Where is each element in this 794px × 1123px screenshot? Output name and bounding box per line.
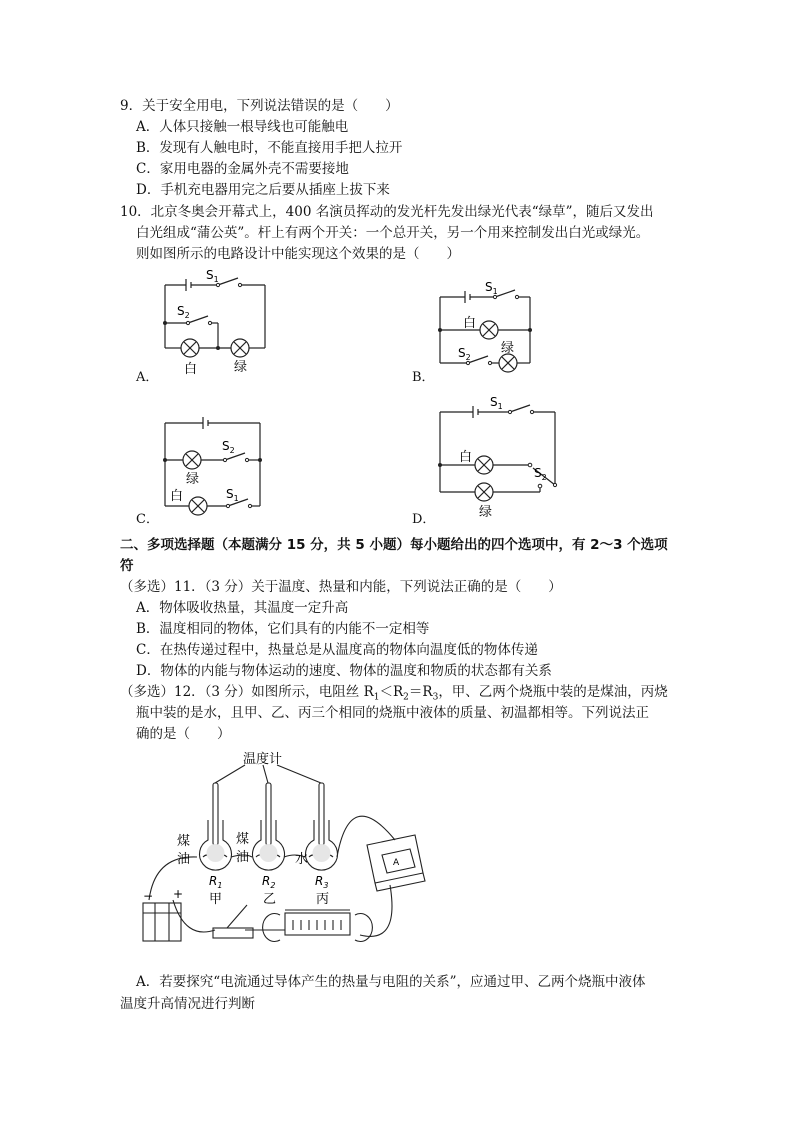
q12-stem-line1: （多选）12．（3 分）如图所示，电阻丝 $R_1<R_2=R_3$，甲、乙两个烧瓶中装的是煤油，丙烧 xyxy=(120,684,668,703)
r3-label: $R_3$ xyxy=(315,874,329,890)
q12-stem-line2: 瓶中装的是水，且甲、乙、丙三个相同的烧瓶中液体的质量、初温都相等。下列说法正 xyxy=(136,705,649,721)
lamp-green-label: 绿 xyxy=(501,341,515,356)
q9-option-b: B．发现有人触电时，不能直接用手把人拉开 xyxy=(136,140,403,156)
q11-option-c: C．在热传递过程中，热量总是从温度高的物体向温度低的物体传递 xyxy=(136,642,538,658)
ammeter-label: A xyxy=(393,858,400,868)
lamp-green-label: 绿 xyxy=(186,472,200,487)
q10-stem-line2: 白光组成“蒲公英”。杆上有两个开关：一个总开关，另一个用来控制发出白光或绿光。 xyxy=(136,225,650,241)
battery-minus-label: − xyxy=(143,889,154,903)
q11-option-a: A．物体吸收热量，其温度一定升高 xyxy=(136,600,349,616)
q12-option-a-line1: A．若要探究“电流通过导体产生的热量与电阻的关系”，应通过甲、乙两个烧瓶中液体 xyxy=(136,974,646,990)
circuit-b-label: B． xyxy=(412,370,435,385)
yi-label: 乙 xyxy=(263,892,277,907)
q11-stem: （多选）11．（3 分）关于温度、热量和内能，下列说法正确的是（ ） xyxy=(120,579,562,595)
switch-s1-label: $S_1$ xyxy=(490,395,503,411)
q12-stem-line3: 确的是（ ） xyxy=(136,726,231,742)
lamp-white-label: 白 xyxy=(170,489,184,504)
q9-stem: 9．关于安全用电，下列说法错误的是（ ） xyxy=(120,98,399,114)
kerosene-label-jia-top: 煤 xyxy=(177,834,191,849)
switch-s1-label: $S_1$ xyxy=(206,268,219,284)
circuit-d xyxy=(425,395,565,524)
lamp-green-label: 绿 xyxy=(234,360,248,375)
switch-s2-label: $S_2$ xyxy=(534,466,547,482)
r1-label: $R_1$ xyxy=(209,874,223,890)
kerosene-label-yi-top: 煤 xyxy=(236,832,250,847)
experiment-figure xyxy=(135,745,435,964)
q10-stem-line1: 10．北京冬奥会开幕式上，400 名演员挥动的发光杆先发出绿光代表“绿草”，随后又发出 xyxy=(120,204,654,220)
section2-heading-line2: 符 xyxy=(120,558,134,574)
bing-label: 丙 xyxy=(316,892,330,907)
circuit-b xyxy=(425,275,545,384)
kerosene-label-yi-bottom: 油 xyxy=(236,850,250,865)
q11-option-b: B．温度相同的物体，它们具有的内能不一定相等 xyxy=(136,621,430,637)
circuit-d-label: D． xyxy=(412,512,436,527)
circuit-a xyxy=(150,265,280,379)
thermometer-label: 温度计 xyxy=(243,752,283,767)
water-label: 水 xyxy=(295,852,309,867)
lamp-white-label: 白 xyxy=(459,450,473,465)
q9-option-c: C．家用电器的金属外壳不需要接地 xyxy=(136,161,349,177)
battery-plus-label: + xyxy=(173,887,184,901)
lamp-white-label: 白 xyxy=(184,362,198,375)
switch-s2-label: $S_2$ xyxy=(177,304,190,320)
q9-option-a: A．人体只接触一根导线也可能触电 xyxy=(136,119,349,135)
switch-s1-label: $S_1$ xyxy=(485,280,498,296)
circuit-a-label: A． xyxy=(136,370,159,385)
r2-label: $R_2$ xyxy=(262,874,276,890)
circuit-c-label: C． xyxy=(136,512,159,527)
jia-label: 甲 xyxy=(209,892,223,907)
q10-stem-line3: 则如图所示的电路设计中能实现这个效果的是（ ） xyxy=(136,246,460,262)
section2-heading-line1: 二、多项选择题（本题满分 15 分，共 5 小题）每小题给出的四个选项中，有 2～3 个选项 xyxy=(120,537,668,553)
circuit-c xyxy=(150,408,275,522)
lamp-green-label: 绿 xyxy=(479,505,493,520)
q11-option-d: D．物体的内能与物体运动的速度、物体的温度和物质的状态都有关系 xyxy=(136,663,552,679)
q9-option-d: D．手机充电器用完之后要从插座上拔下来 xyxy=(136,182,390,198)
switch-s2-label: $S_2$ xyxy=(458,346,471,362)
switch-s2-label: $S_2$ xyxy=(222,439,235,455)
switch-s1-label: $S_1$ xyxy=(226,487,239,503)
kerosene-label-jia-bottom: 油 xyxy=(177,852,191,867)
lamp-white-label: 白 xyxy=(463,316,477,331)
q12-option-a-line2: 温度升高情况进行判断 xyxy=(120,996,255,1012)
